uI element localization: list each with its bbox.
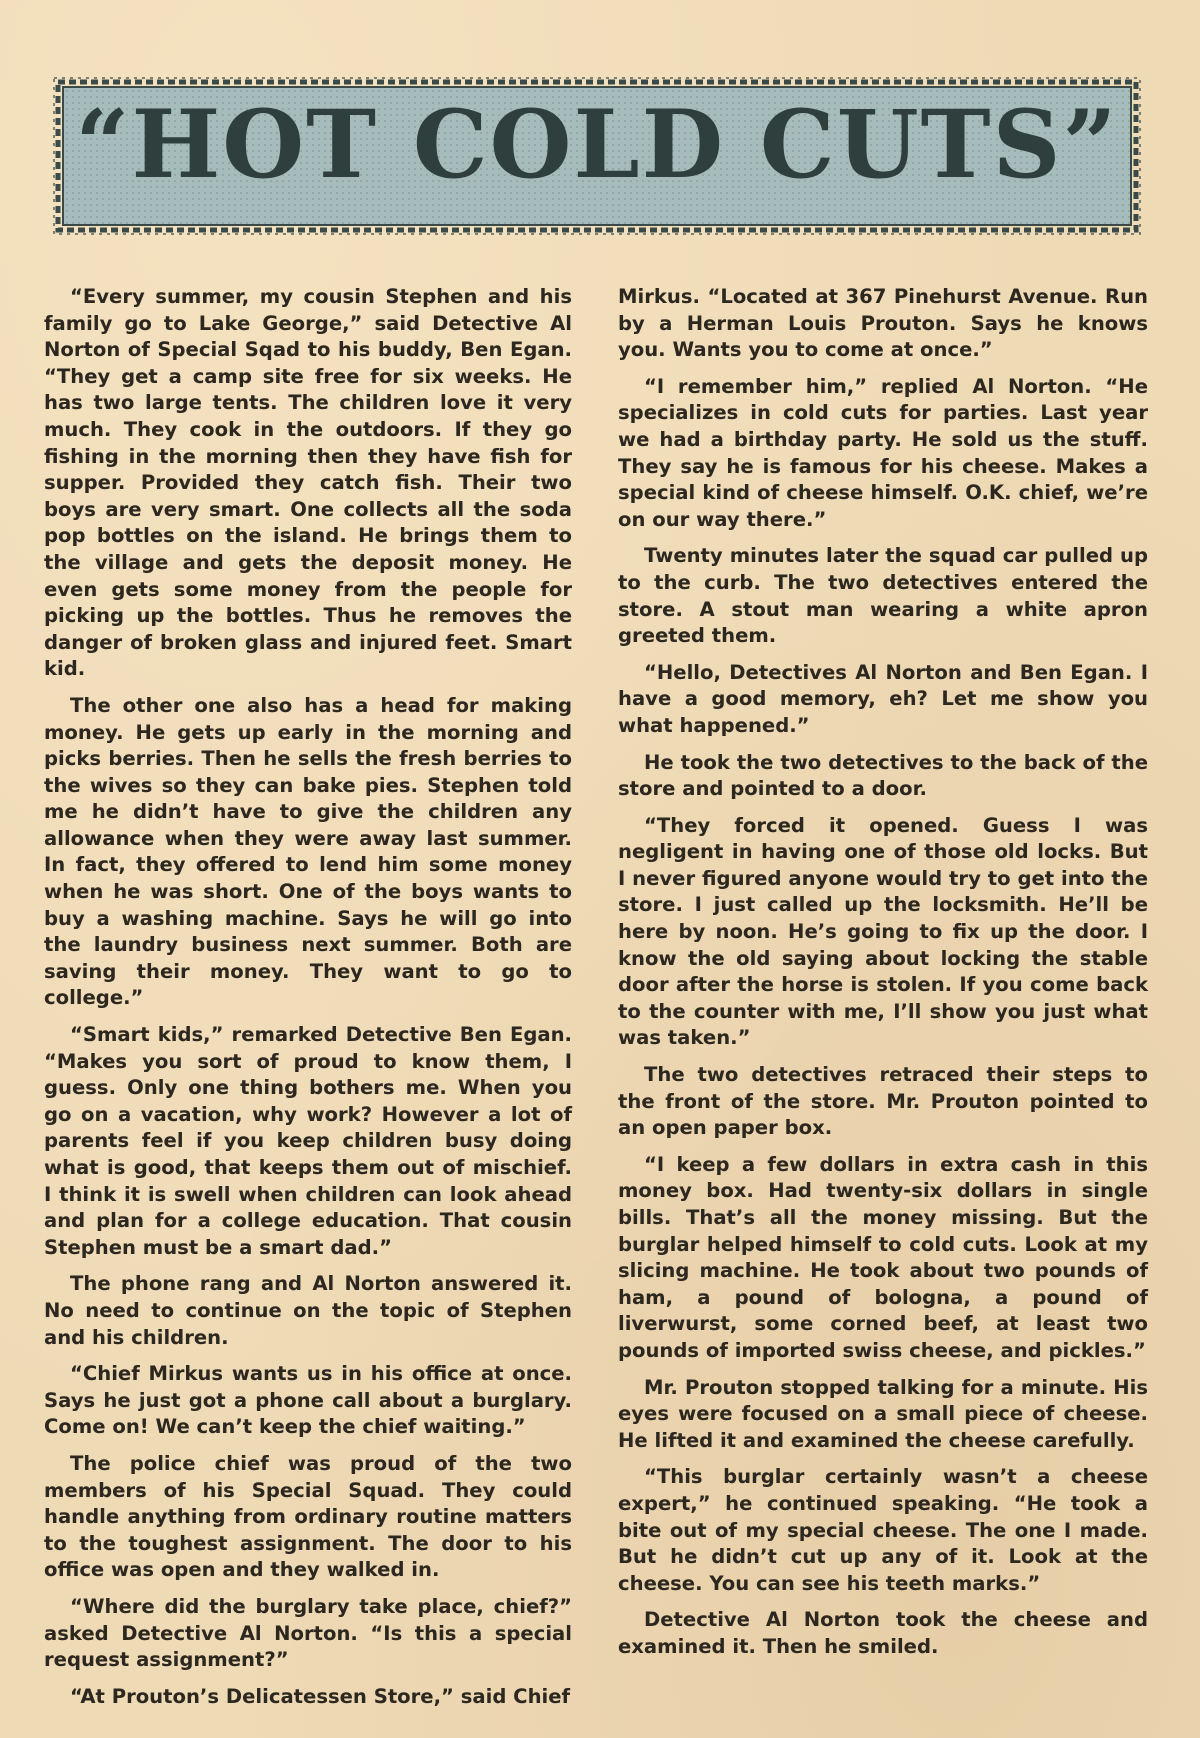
paragraph: “They forced it opened. Guess I was negligent in having one of those old locks. But I never figured anyone would try to get into the store. I just called up the locksmith. He’ll be here by noon. He’s going to fix up the door. I know the old saying about locking the stable door after the horse is stolen. If you come back to the counter with me, I’ll show you just what was taken.” [618,813,1148,1050]
paragraph: The two detectives retraced their steps to the front of the store. Mr. Prouton pointed to an open paper box. [618,1063,1148,1140]
paragraph: He took the two detectives to the back of the store and pointed to a door. [618,750,1148,801]
title-banner [52,76,1142,236]
paragraph: The phone rang and Al Norton answered it. No need to continue on the topic of Stephen and his children. [44,1272,572,1349]
paragraph: “This burglar certainly wasn’t a cheese expert,” he continued speaking. “He took a bite out of my special cheese. The one I made. But he didn’t cut up any of it. Look at the cheese. You can see his teeth marks.” [618,1465,1148,1595]
paragraph: “Where did the burglary take place, chief?” asked Detective Al Norton. “Is this a special request assignment?” [44,1594,572,1672]
paragraph: Mr. Prouton stopped talking for a minute. His eyes were focused on a small piece of cheese. He lifted it and examined the cheese carefully. [618,1375,1148,1452]
paragraph: The other one also has a head for making money. He gets up early in the morning and picks berries. Then he sells the fresh berries to the wives so they can bake pies. Stephen told me he didn’t have to give the children any allowance when they were away last summer. In fact, they offered to lend him some money when he was short. One of the boys wants to buy a washing machine. Says he will go into the laundry business next summer. Both are saving their money. They want to go to college.” [44,693,572,1010]
paragraph: “Hello, Detectives Al Norton and Ben Egan. I have a good memory, eh? Let me show you what happened.” [618,660,1148,737]
left-column [44,284,572,1720]
paragraph: “Chief Mirkus wants us in his office at once. Says he just got a phone call about a burglary. Come on! We can’t keep the chief waiting.” [44,1362,572,1439]
paragraph: “I keep a few dollars in extra cash in this money box. Had twenty-six dollars in single bills. That’s all the money missing. But the burglar helped himself to cold cuts. Look at my slicing machine. He took about two pounds of ham, a pound of bologna, a pound of liverwurst, some corned beef, at least two pounds of imported swiss cheese, and pickles.” [618,1152,1148,1362]
paragraph: “I remember him,” replied Al Norton. “He specializes in cold cuts for parties. Last year we had a birthday party. He sold us the stuff. They say he is famous for his cheese. Makes a special kind of cheese himself. O.K. chief, we’re on our way there.” [618,374,1148,531]
paragraph: Twenty minutes later the squad car pulled up to the curb. The two detectives entered the store. A stout man wearing a white apron greeted them. [618,544,1148,648]
paragraph: “Every summer, my cousin Stephen and his family go to Lake George,” said Detective Al Norton of Special Sqad to his buddy, Ben Egan. “They get a camp site free for six weeks. He has two large tents. The children love it very much. They cook in the outdoors. If they go fishing in the morning then they have fish for supper. Provided they catch fish. Their two boys are very smart. One collects all the soda pop bottles on the island. He brings them to the village and gets the deposit money. He even gets some money from the people for picking up the bottles. Thus he removes the danger of broken glass and injured feet. Smart kid. [44,285,572,681]
right-column [618,284,1148,1671]
paragraph: “At Prouton’s Delicatessen Store,” said Chief [70,1684,571,1708]
story-title: “HOT COLD CUTS” [75,90,1119,200]
paragraph: The police chief was proud of the two members of his Special Squad. They could handle anything from ordinary routine matters to the toughest assignment. The door to his office was open and they walked in. [44,1451,572,1582]
paragraph: Detective Al Norton took the cheese and examined it. Then he smiled. [618,1608,1148,1658]
paragraph: “Smart kids,” remarked Detective Ben Egan. “Makes you sort of proud to know them, I guess. Only one thing bothers me. When you go on a vacation, why work? However a lot of parents feel if you keep children busy doing what is good, that keeps them out of mischief. I think it is swell when children can look ahead and plan for a college education. That cousin Stephen must be a smart dad.” [44,1023,572,1259]
paragraph-continued: Mirkus. “Located at 367 Pinehurst Avenue. Run by a Herman Louis Prouton. Says he knows you. Wants you to come at once.” [618,285,1148,362]
